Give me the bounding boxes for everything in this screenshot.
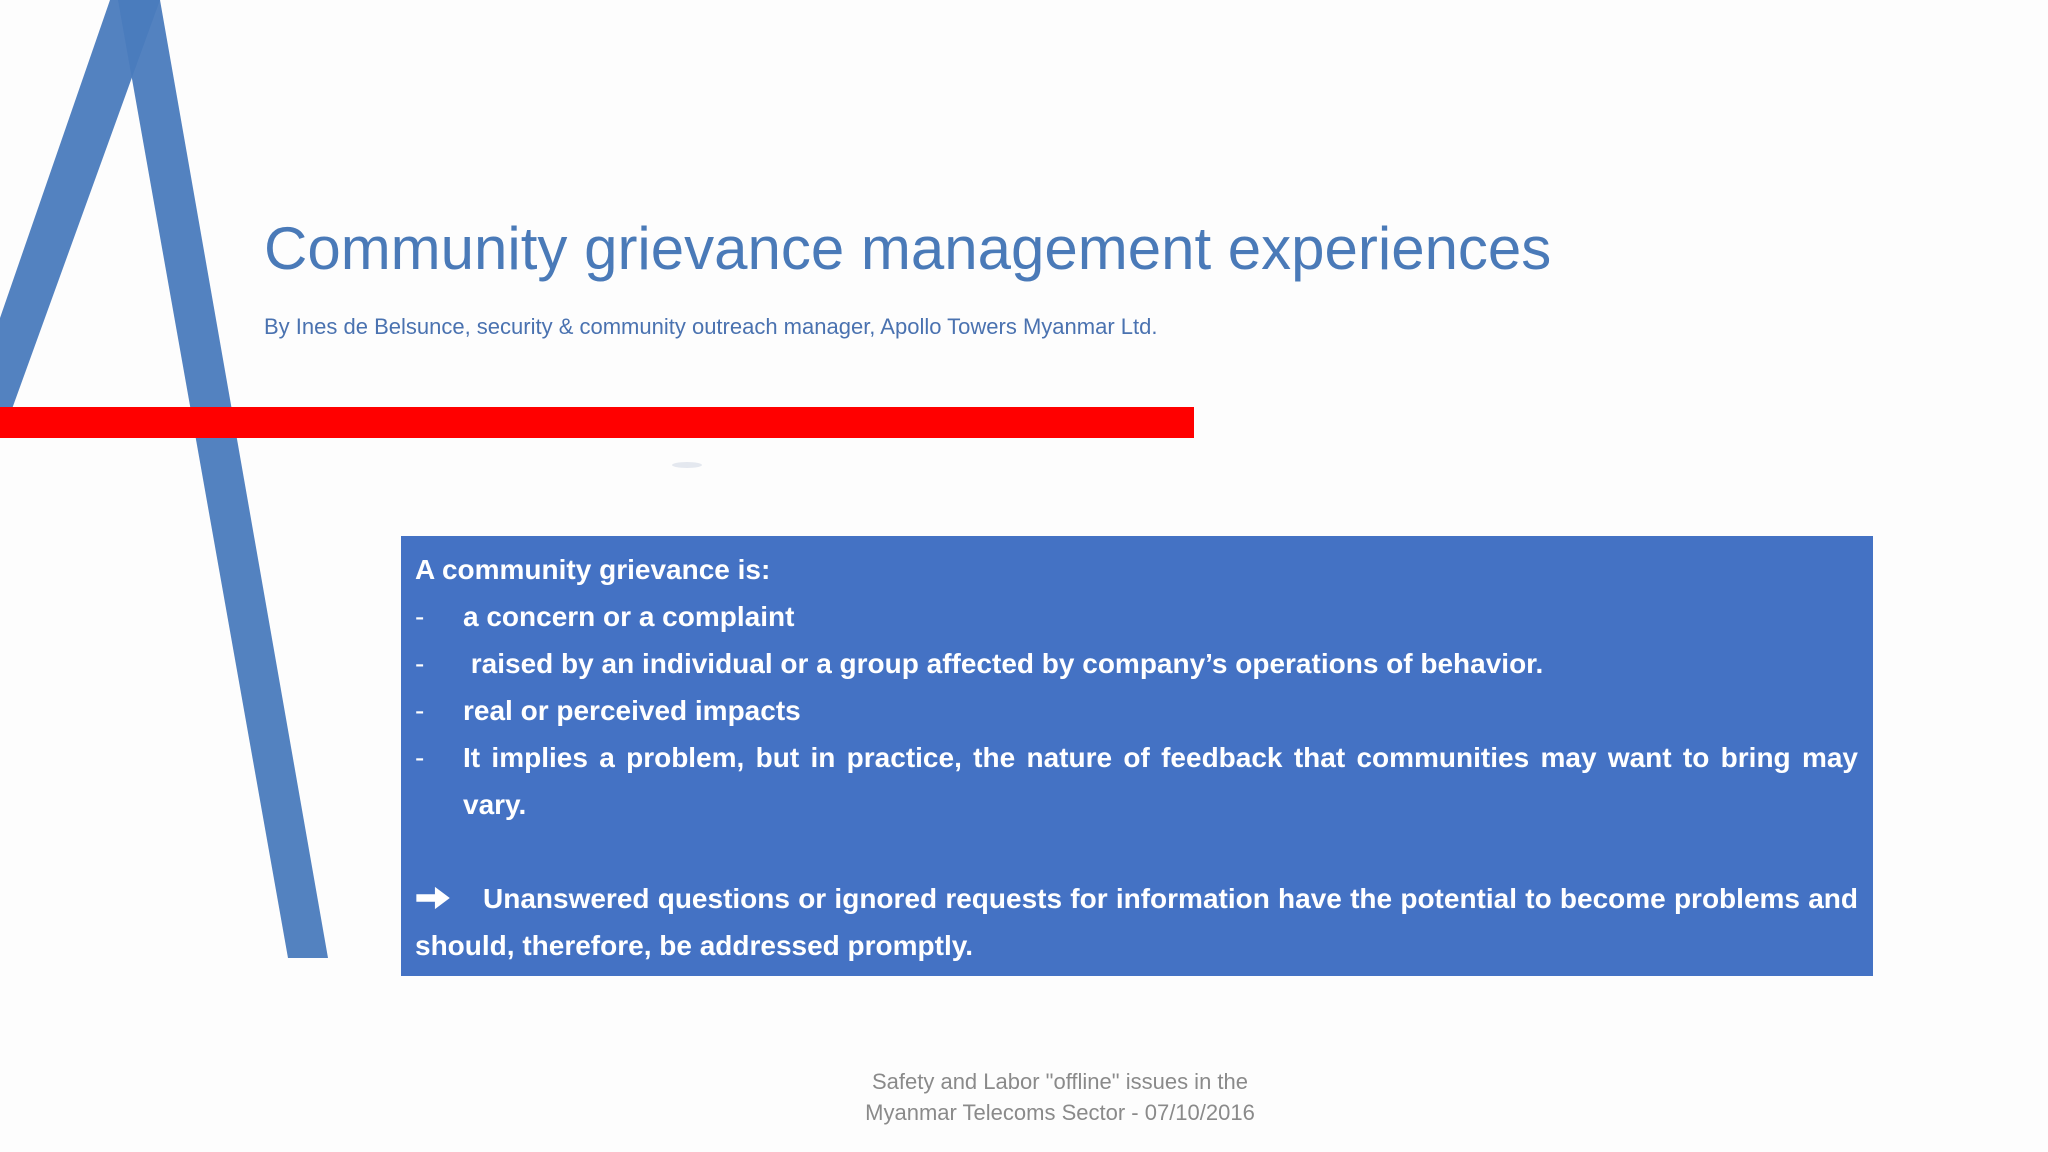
- definition-bullet: [415, 593, 1858, 640]
- accent-bar: [0, 407, 1194, 438]
- spacer: [415, 828, 1858, 875]
- right-arrow-icon: [415, 885, 453, 911]
- slide-subtitle: By Ines de Belsunce, security & community outreach manager, Apollo Towers Myanmar Ltd.: [264, 314, 1158, 339]
- bullet-text: a concern or a complaint: [463, 601, 795, 632]
- conclusion-text: Unanswered questions or ignored requests for information have the potential to become problems and should, therefore, be addressed promptly.: [415, 883, 1858, 961]
- footer: [760, 1066, 1360, 1128]
- definition-bullet: [415, 687, 1858, 734]
- bullet-marker: -: [415, 648, 425, 679]
- bullet-text: It implies a problem, but in practice, the nature of feedback that communities may want to bring may vary.: [463, 742, 1858, 820]
- footer-line-2: Myanmar Telecoms Sector - 07/10/2016: [865, 1100, 1255, 1125]
- bullet-marker: -: [415, 695, 425, 726]
- bullet-marker: -: [415, 601, 425, 632]
- apollo-logo-icon: [0, 0, 340, 960]
- conclusion-paragraph: [415, 875, 1858, 969]
- bullet-marker: -: [415, 742, 425, 773]
- decorative-smudge: [672, 462, 702, 468]
- definition-bullet: [415, 640, 1858, 687]
- definition-bullet: [415, 734, 1858, 828]
- definition-heading: A community grievance is:: [415, 554, 771, 585]
- footer-line-1: Safety and Labor "offline" issues in the: [871, 1069, 1248, 1094]
- slide-title: Community grievance management experiences: [264, 215, 1552, 282]
- bullet-text: raised by an individual or a group affected by company’s operations of behavior.: [463, 648, 1544, 679]
- definition-box: [401, 536, 1873, 976]
- bullet-text: real or perceived impacts: [463, 695, 801, 726]
